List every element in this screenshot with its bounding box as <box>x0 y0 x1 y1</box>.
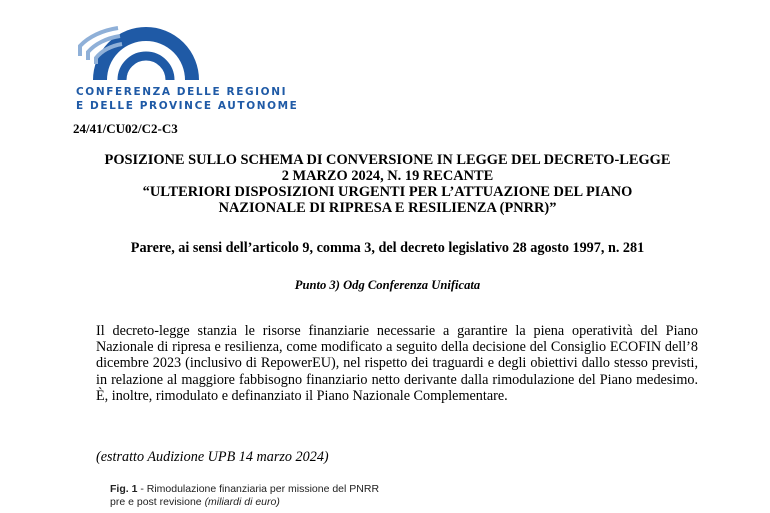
logo-text-line2: E DELLE PROVINCE AUTONOME <box>76 100 299 112</box>
conference-logo <box>72 16 312 116</box>
parere-heading: Parere, ai sensi dell’articolo 9, comma 3, del decreto legislativo 28 agosto 1997, n. 281 <box>130 240 645 256</box>
title-line: POSIZIONE SULLO SCHEMA DI CONVERSIONE IN LEGGE DEL DECRETO-LEGGE <box>104 152 671 168</box>
body-paragraph: Il decreto-legge stanzia le risorse finanziarie necessarie a garantire la piena operatività del Piano Nazionale di ripresa e resilienza, come modificato a seguito della decisione del Consiglio ECOFIN dell’8 dicembre 2023 (inclusivo di RepowerEU), nel rispetto dei traguardi e degli obiettivi dallo stesso previsti, in relazione al maggiore fabbisogno finanziario netto derivante dalla rimodulazione del Piano medesimo. È, inoltre, rimodulato e definanziato il Piano Nazionale Complementare. <box>96 323 698 404</box>
protocol-number: 24/41/CU02/C2-C3 <box>73 121 178 136</box>
figure-caption-line2: pre e post revisione <box>110 496 205 508</box>
title-line: NAZIONALE DI RIPRESA E RESILIENZA (PNRR)” <box>218 200 557 216</box>
agenda-item: Punto 3) Odg Conferenza Unificata <box>294 278 481 292</box>
figure-caption <box>110 483 379 509</box>
logo-arc-icon <box>78 16 214 82</box>
source-note: (estratto Audizione UPB 14 marzo 2024) <box>96 449 329 465</box>
figure-caption-line1: - Rimodulazione finanziaria per missione del PNRR <box>137 483 380 495</box>
figure-caption-unit: (miliardi di euro) <box>204 496 280 508</box>
title-line: 2 MARZO 2024, N. 19 RECANTE <box>281 168 494 184</box>
logo-text-line1: CONFERENZA DELLE REGIONI <box>76 86 288 98</box>
title-line: “ULTERIORI DISPOSIZIONI URGENTI PER L’ATTUAZIONE DEL PIANO <box>142 184 633 200</box>
figure-label: Fig. 1 <box>110 483 138 495</box>
document-title <box>60 152 715 216</box>
